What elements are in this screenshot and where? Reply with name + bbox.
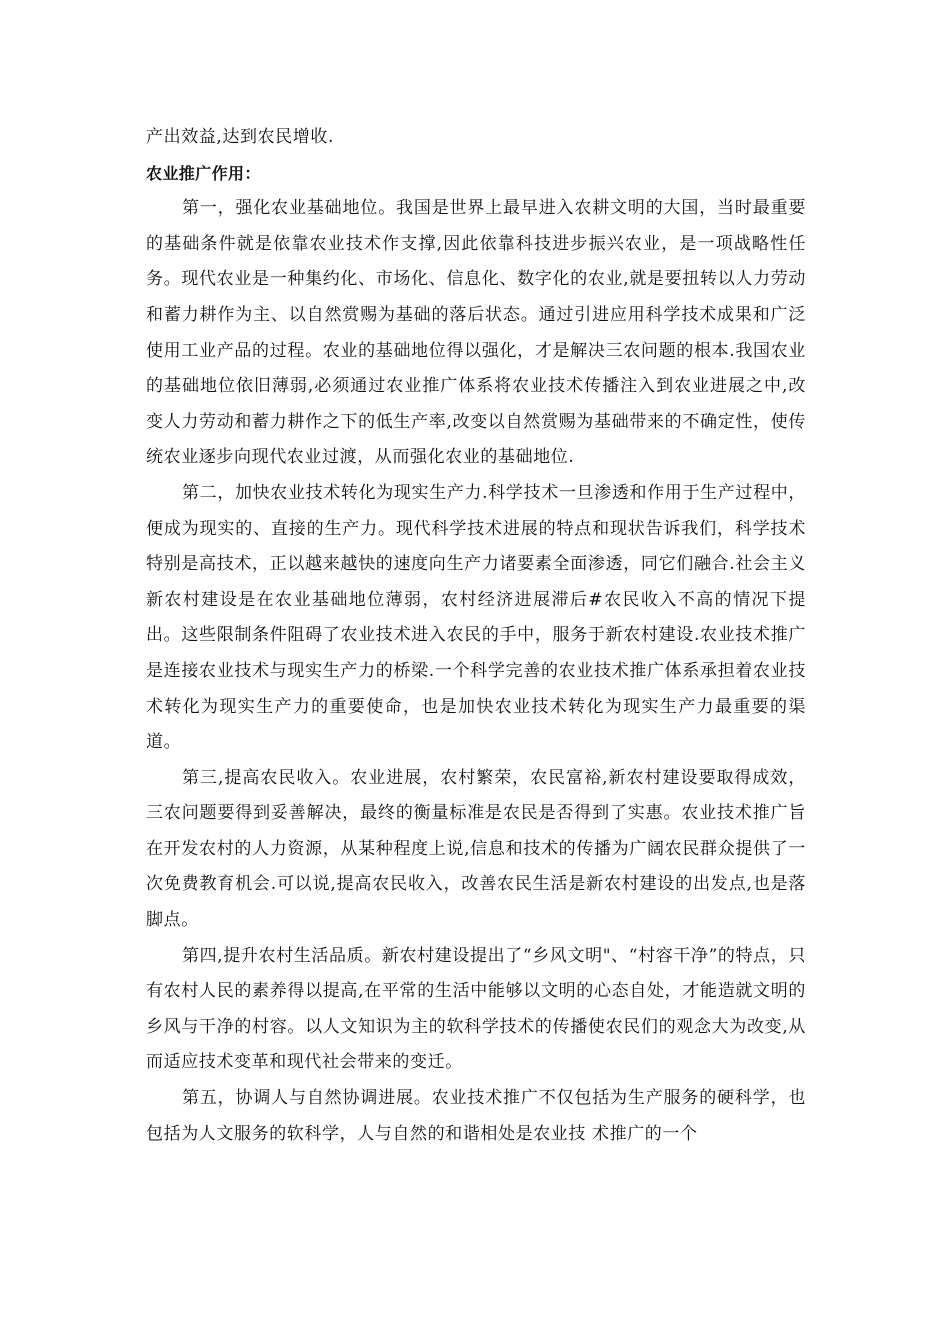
section-heading: 农业推广作用： <box>146 163 261 183</box>
paragraph-fourth: 第四,提升农村生活品质。新农村建设提出了“乡风文明"、“村容干净”的特点，只有农村人民的素养得以提高,在平常的生活中能够以文明的心态自处，才能造就文明的乡风与干净的村容。以人文知识为主的软科学技术的传播使农民们的观念大为改变,从而适应技术变革和现代社会带来的变迁。 <box>146 945 806 1073</box>
paragraph-first: 第一，强化农业基础地位。我国是世界上最早进入农耕文明的大国，当时最重要的基础条件就是依靠农业技术作支撑,因此依靠科技进步振兴农业，是一项战略性任务。现代农业是一种集约化、市场化、信息化、数字化的农业,就是要扭转以人力劳动和蓄力耕作为主、以自然赏赐为基础的落后状态。通过引进应用科学技术成果和广泛使用工业产品的过程。农业的基础地位得以强化，才是解决三农问题的根本.我国农业的基础地位依旧薄弱,必须通过农业推广体系将农业技术传播注入到农业进展之中,改变人力劳动和蓄力耕作之下的低生产率,改变以自然赏赐为基础带来的不确定性，使传统农业逐步向现代农业过渡，从而强化农业的基础地位. <box>146 198 806 468</box>
paragraph-fifth: 第五，协调人与自然协调进展。农业技术推广不仅包括为生产服务的硬科学，也包括为人文服务的软科学，人与自然的和谐相处是农业技 术推广的一个 <box>146 1088 806 1144</box>
paragraph-second: 第二，加快农业技术转化为现实生产力.科学技术一旦渗透和作用于生产过程中，便成为现实的、直接的生产力。现代科学技术进展的特点和现状告诉我们，科学技术特别是高技术，正以越来越快的速度向生产力诸要素全面渗透，同它们融合.社会主义新农村建设是在农业基础地位薄弱，农村经济进展滞后#农民收入不高的情况下提出。这些限制条件阻碍了农业技术进入农民的手中，服务于新农村建设.农业技术推广是连接农业技术与现实生产力的桥梁.一个科学完善的农业技术推广体系承担着农业技术转化为现实生产力的重要使命，也是加快农业技术转化为现实生产力最重要的渠道。 <box>146 482 806 753</box>
intro-line: 产出效益,达到农民增收. <box>146 127 335 147</box>
document-body <box>146 120 806 1152</box>
paragraph-third: 第三,提高农民收入。农业进展，农村繁荣，农民富裕,新农村建设要取得成效，三农问题要得到妥善解决，最终的衡量标准是农民是否得到了实惠。农业技术推广旨在开发农村的人力资源，从某种程度上说,信息和技术的传播为广阔农民群众提供了一次免费教育机会.可以说,提高农民收入，改善农民生活是新农村建设的出发点,也是落脚点。 <box>146 767 806 931</box>
